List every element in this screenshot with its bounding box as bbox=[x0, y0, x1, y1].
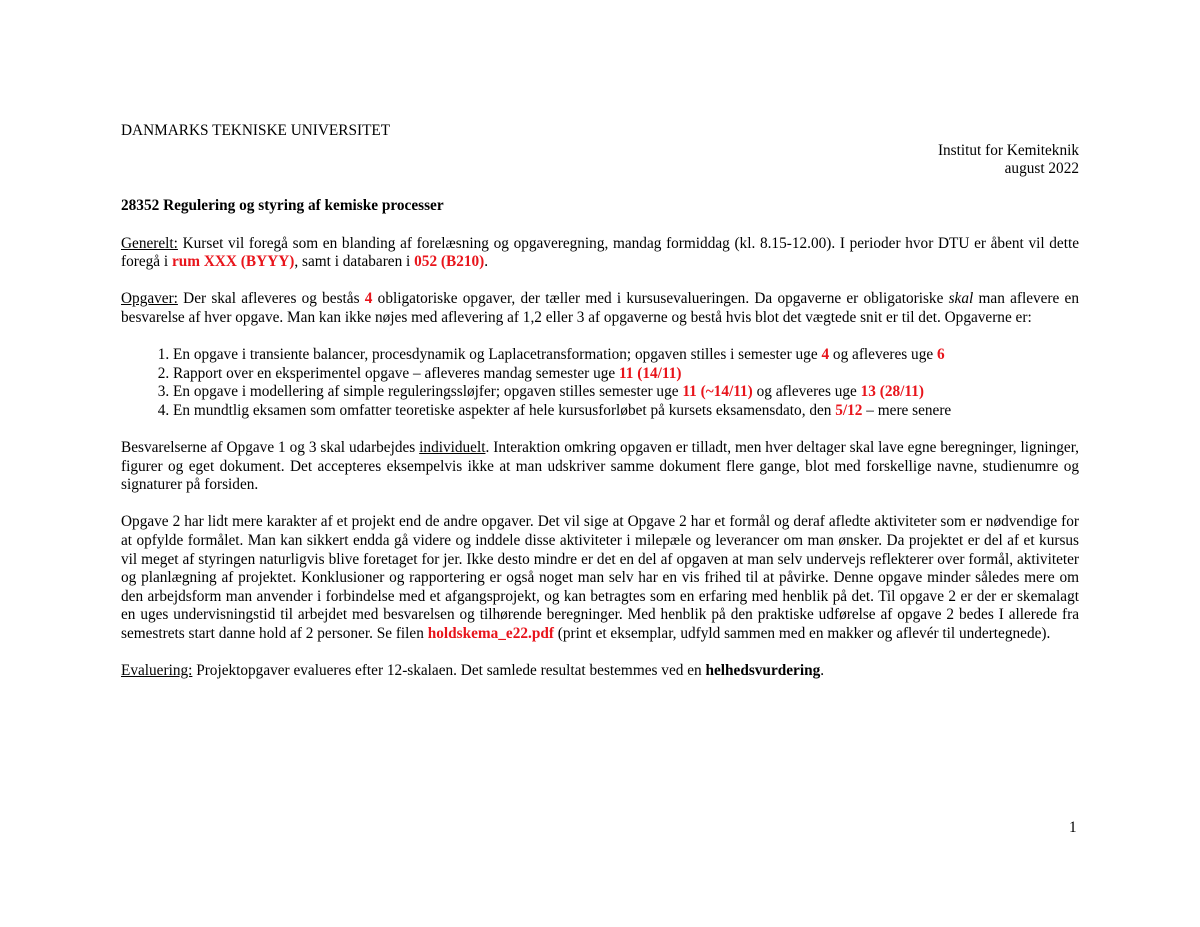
week-highlight: 13 (28/11) bbox=[860, 383, 924, 401]
tasks-text-3: man aflevere en besvarelse af hver opgave. Man kan ikke nøjes med aflevering af 1,2 eller 3 af opgaverne og bestå hvis blot det vægtede snit er til det. Opgaverne er: bbox=[121, 290, 1079, 326]
evaluation-paragraph: Evaluering: Projektopgaver evalueres efter 12-skalaen. Det samlede resultat bestemmes ved en helhedsvurdering. bbox=[121, 662, 825, 680]
list-item: 4. En mundtlig eksamen som omfatter teoretiske aspekter af hele kursusforløbet på kursets eksamensdato, den 5/12 – mere senere bbox=[173, 402, 1079, 421]
list-item: 2. Rapport over en eksperimentel opgave – afleveres mandag semester uge 11 (14/11) bbox=[173, 365, 1079, 384]
evaluation-heading: Evaluering: bbox=[121, 662, 193, 680]
file-name-highlight: holdskema_e22.pdf bbox=[427, 625, 554, 643]
tasks-skal-italic: skal bbox=[948, 290, 974, 308]
institute-name: Institut for Kemiteknik bbox=[937, 141, 1079, 159]
week-highlight: 11 (~14/11) bbox=[682, 383, 753, 401]
task-list bbox=[121, 346, 1079, 420]
general-text-1: Kurset vil foregå som en blanding af forelæsning og opgaveregning, mandag formiddag (kl. 8.15-12.00). I perioder hvor DTU er åbent vil dette foregå i bbox=[121, 234, 1079, 271]
general-heading: Generelt: bbox=[121, 234, 178, 252]
task-count-highlight: 4 bbox=[364, 290, 373, 308]
week-highlight: 11 (14/11) bbox=[619, 364, 682, 382]
tasks-paragraph bbox=[121, 290, 1079, 327]
list-item: 1. En opgave i transiente balancer, procesdynamik og Laplacetransformation; opgaven stilles i semester uge 4 og afleveres uge 6 bbox=[173, 346, 1079, 365]
exam-date-highlight: 5/12 bbox=[835, 401, 863, 419]
holistic-term: helhedsvurdering bbox=[705, 662, 821, 680]
individual-paragraph: Besvarelserne af Opgave 1 og 3 skal udarbejdes individuelt. Interaktion omkring opgaven er tilladt, men hver deltager skal lave egne beregninger, ligninger, figurer og eget dokument. Det accepteres eksempelvis ikke at man udskriver samme dokument flere gange, blot med forskellige navne, studienumre og signaturer på forsiden. bbox=[121, 439, 1079, 494]
project-paragraph: Opgave 2 har lidt mere karakter af et projekt end de andre opgaver. Det vil sige at Opgave 2 har et formål og deraf afledte aktiviteter som er nødvendige for at opfylde formålet. Man kan sikkert endda gå videre og inddele disse aktiviteter i milepæle og leverancer om man ønsker. Da projektet er del af et kursus vil meget af styringen naturligvis blive foretaget for jer. Ikke desto mindre er det en del af opgaven at man selv undervejs reflekterer over formål, aktiviteter og planlægning af projektet. Konklusioner og rapportering er også noget man selv har en vis frihed til at påvirke. Denne opgave minder således mere om den arbejdsform man anvender i forbindelse med et afgangsprojekt, og kan betragtes som en erfaring med henblik på det. Til opgave 2 er der er skemalagt en uges undervisningstid til arbejdet med besvarelsen og tilhørende beregninger. Med henblik på den praktiske udførelse af opgave 2 bedes I allerede fra semestrets start danne hold af 2 personer. Se filen holdskema_e22.pdf (print et eksemplar, udfyld sammen med en makker og aflevér til undertegnede). bbox=[121, 513, 1079, 643]
general-text-2: , samt i databaren i bbox=[294, 253, 415, 271]
databar-highlight: 052 (B210) bbox=[414, 253, 485, 271]
general-paragraph bbox=[121, 235, 1079, 272]
individual-underlined: individuelt bbox=[419, 439, 486, 457]
tasks-heading: Opgaver: bbox=[121, 290, 178, 308]
room-highlight: rum XXX (BYYY) bbox=[171, 253, 295, 271]
course-title: 28352 Regulering og styring af kemiske processer bbox=[121, 197, 444, 215]
page-number: 1 bbox=[1069, 819, 1077, 836]
document-body bbox=[121, 122, 1079, 681]
university-name: DANMARKS TEKNISKE UNIVERSITET bbox=[121, 122, 391, 139]
general-text-3: . bbox=[484, 253, 489, 271]
week-highlight: 4 bbox=[821, 346, 830, 364]
list-item: 3. En opgave i modellering af simple reguleringssløjfer; opgaven stilles semester uge 11 (~14/11) og afleveres uge 13 (28/11) bbox=[173, 383, 1079, 402]
tasks-text-1: Der skal afleveres og bestås bbox=[177, 290, 365, 308]
week-highlight: 6 bbox=[936, 346, 945, 364]
tasks-text-2: obligatoriske opgaver, der tæller med i kursusevalueringen. Da opgaverne er obligatoriske bbox=[372, 290, 949, 308]
document-date: august 2022 bbox=[1004, 160, 1079, 178]
